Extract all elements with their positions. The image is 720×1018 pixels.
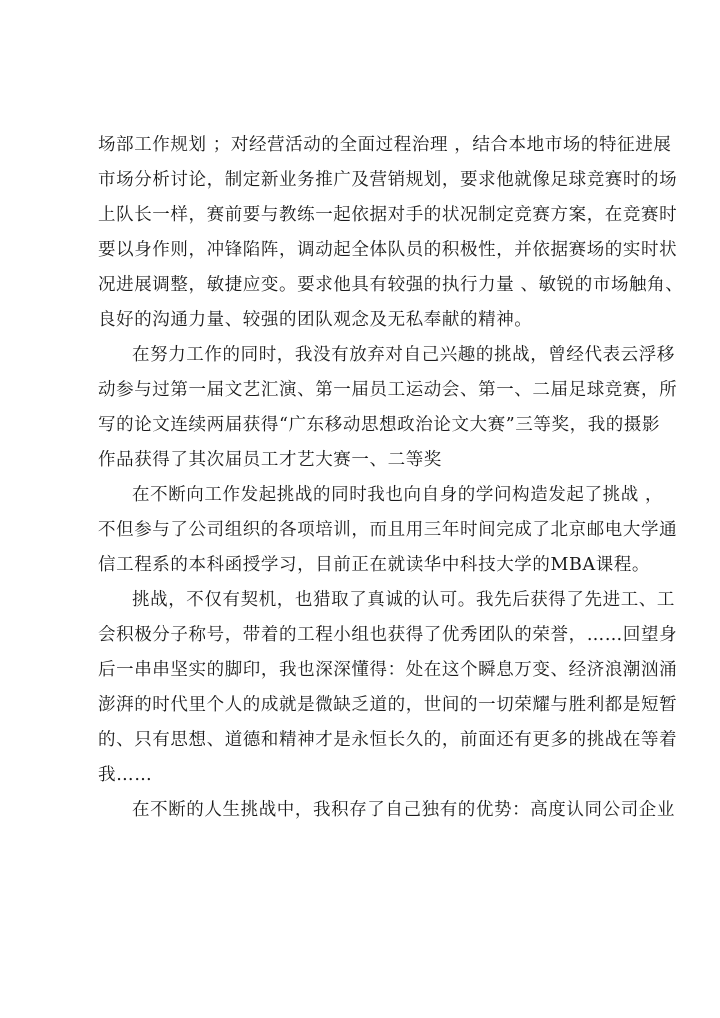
text-line: 在努力工作的同时，我没有放弃对自己兴趣的挑战，曾经代表云浮移 — [132, 345, 675, 365]
text-line: 写的论文连续两届获得“广东移动思想政治论文大赛”三等奖，我的摄影 — [98, 415, 661, 435]
text-line: 信工程系的本科函授学习，目前正在就读华中科技大学的MBA课程。 — [98, 555, 651, 575]
text-line: 不但参与了公司组织的各项培训，而且用三年时间完成了北京邮电大学通 — [98, 520, 678, 540]
text-line: 作品获得了其次届员工才艺大赛一、二等奖 — [98, 450, 442, 470]
text-line: 我…… — [98, 765, 153, 785]
text-line: 澎湃的时代里个人的成就是微缺乏道的，世间的一切荣耀与胜利都是短暂 — [98, 695, 678, 715]
text-line: 会积极分子称号，带着的工程小组也获得了优秀团队的荣誉，……回望身 — [98, 625, 678, 645]
text-line: 市场分析讨论，制定新业务推广及营销规划，要求他就像足球竞赛时的场 — [98, 170, 678, 190]
text-line: 上队长一样，赛前要与教练一起依据对手的状况制定竞赛方案，在竞赛时 — [98, 205, 678, 225]
text-line: 场部工作规划 ；对经营活动的全面过程治理 ，结合本地市场的特征进展 — [98, 135, 672, 155]
document-body — [98, 128, 684, 828]
text-line: 动参与过第一届文艺汇演、第一届员工运动会、第一、二届足球竞赛，所 — [98, 380, 678, 400]
text-line: 良好的沟通力量、较强的团队观念及无私奉献的精神。 — [98, 310, 533, 330]
text-line: 挑战，不仅有契机，也猎取了真诚的认可。我先后获得了先进工、工 — [132, 590, 675, 610]
text-line: 况进展调整，敏捷应变。要求他具有较强的执行力量 、敏锐的市场触角、 — [98, 275, 684, 295]
text-line: 在不断向工作发起挑战的同时我也向自身的学问构造发起了挑战 ， — [132, 485, 664, 505]
text-line: 后一串串坚实的脚印，我也深深懂得：处在这个瞬息万变、经济浪潮汹涌 — [98, 660, 678, 680]
text-line: 的、只有思想、道德和精神才是永恒长久的，前面还有更多的挑战在等着 — [98, 730, 678, 750]
text-line: 在不断的人生挑战中，我积存了自己独有的优势：高度认同公司企业 — [132, 800, 675, 820]
text-line: 要以身作则，冲锋陷阵，调动起全体队员的积极性，并依据赛场的实时状 — [98, 240, 678, 260]
